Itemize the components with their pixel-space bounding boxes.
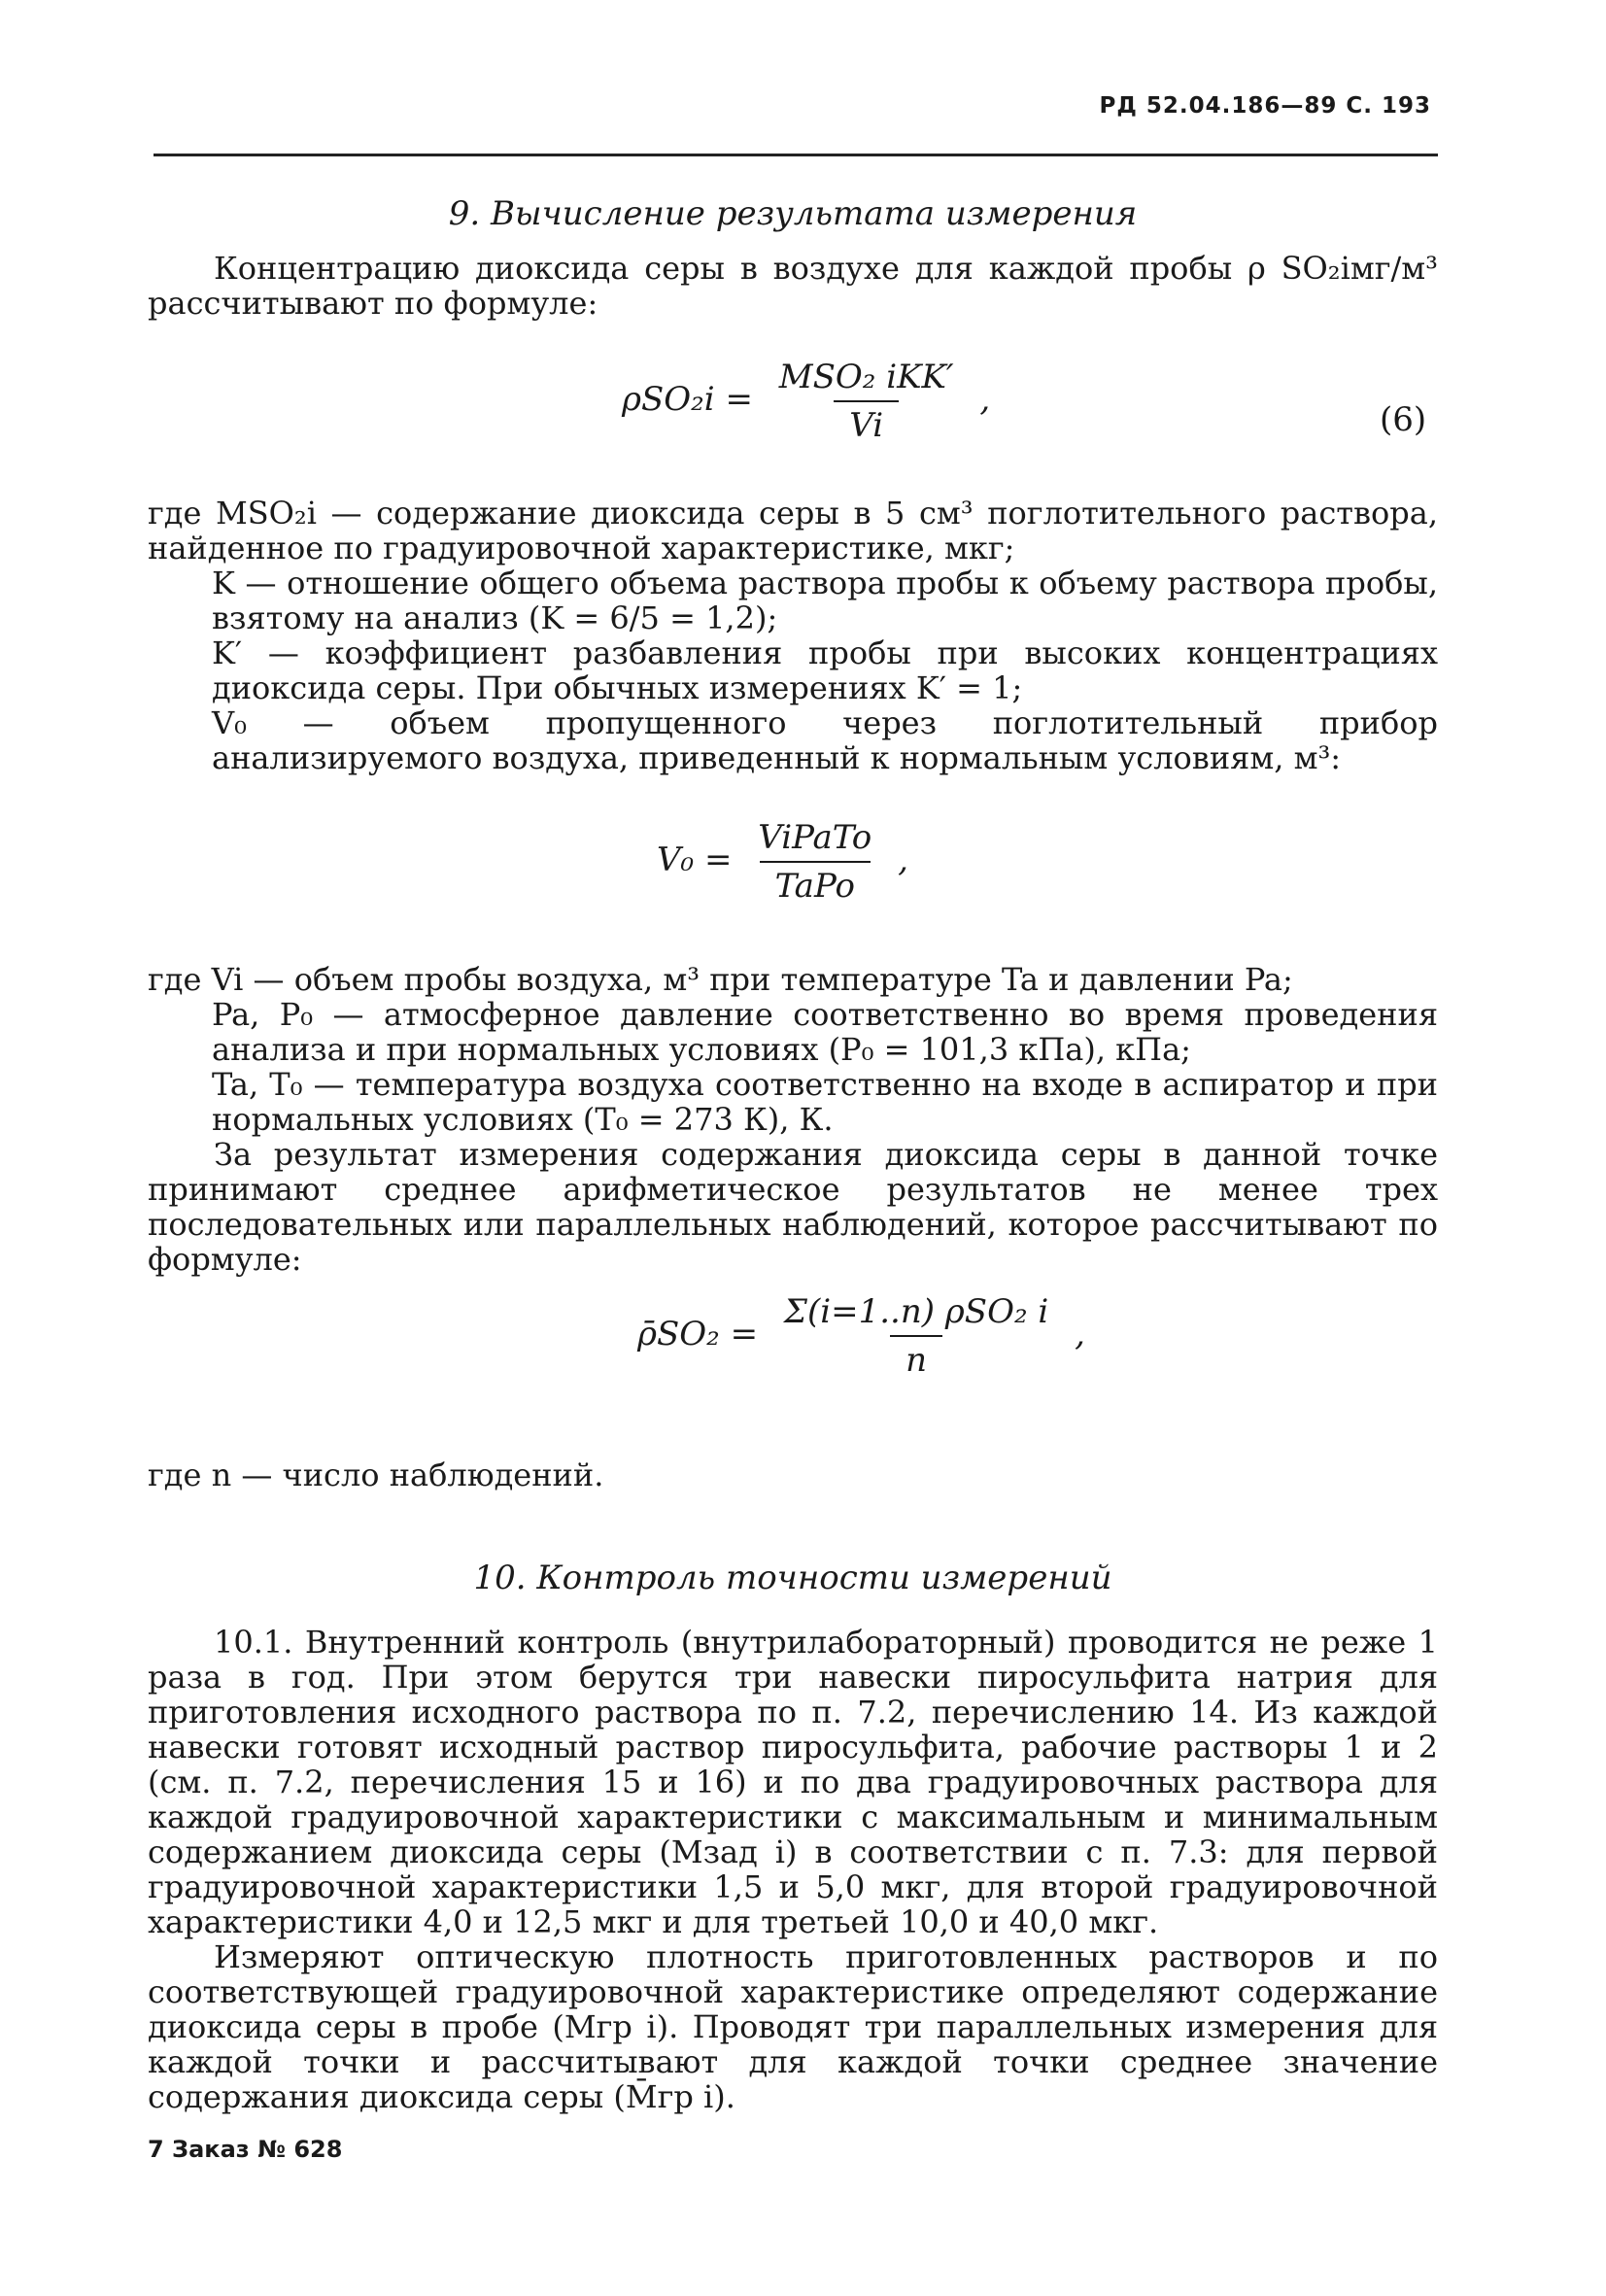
formula-mean-lhs: ρ̄SO₂ = xyxy=(637,1315,759,1354)
formula-mean xyxy=(637,1292,1085,1380)
running-header: РД 52.04.186—89 С. 193 xyxy=(1099,93,1431,119)
formula-6-number: (6) xyxy=(1380,400,1427,439)
footer-order-number: 7 Заказ № 628 xyxy=(148,2136,343,2163)
formula-v0-comma: , xyxy=(898,840,908,879)
section-9-intro: Концентрацию диоксида серы в воздухе для каждой пробы ρ SO₂iмг/м³ рассчитывают по формуле: xyxy=(148,250,1438,322)
definition-ta-t0: Ta, T₀ — температура воздуха соответственно на входе в аспиратор и при нормальных условиях (T₀ = 273 К), К. xyxy=(212,1066,1438,1138)
definition-msoi: где MSO₂i — содержание диоксида серы в 5 см³ поглотительного раствора, найденное по градуировочной характеристике, мкг; xyxy=(148,495,1438,566)
definition-vi: где Vi — объем пробы воздуха, м³ при температуре Ta и давлении Pa; xyxy=(148,961,1293,998)
definition-k-prime: K′ — коэффициент разбавления пробы при высоких концентрациях диоксида серы. При обычных измерениях K′ = 1; xyxy=(212,634,1438,706)
definition-n: где n — число наблюдений. xyxy=(148,1456,604,1493)
formula-mean-fraction xyxy=(769,1292,1064,1380)
formula-v0 xyxy=(657,818,908,906)
definition-v0: V₀ — объем пропущенного через поглотительный прибор анализируемого воздуха, приведенный к нормальным условиям, м³: xyxy=(212,704,1438,776)
formula-mean-comma: , xyxy=(1075,1315,1085,1354)
formula-v0-denominator: TaPo xyxy=(760,861,871,906)
section-10-paragraph-2: Измеряют оптическую плотность приготовленных растворов и по соответствующей градуировочной характеристике определяют содержание диоксида серы в пробе (Mгр i). Проводят три параллельных измерения для каждой точки и рассчитывают для каждой точки среднее значение содержания диоксида серы (M̄гр i). xyxy=(148,1938,1438,2115)
formula-6 xyxy=(622,358,990,445)
formula-6-numerator: MSO₂ iKK′ xyxy=(778,358,954,396)
formula-mean-denominator: n xyxy=(890,1335,942,1380)
formula-6-comma: , xyxy=(979,380,991,419)
formula-v0-lhs: V₀ = xyxy=(657,840,733,879)
formula-v0-fraction xyxy=(742,818,887,906)
section-10-heading: 10. Контроль точности измерений xyxy=(473,1559,1112,1597)
definition-pa-p0: Pa, P₀ — атмосферное давление соответственно во время проведения анализа и при нормальных условиях (P₀ = 101,3 кПа), кПа; xyxy=(212,996,1438,1068)
result-paragraph: За результат измерения содержания диоксида серы в данной точке принимают среднее арифметическое результатов не менее трех последовательных или параллельных наблюдений, которое рассчитывают по формуле: xyxy=(148,1136,1438,1278)
formula-6-fraction xyxy=(764,358,970,445)
header-rule xyxy=(154,154,1438,156)
formula-6-denominator: Vi xyxy=(834,400,899,445)
definition-k: K — отношение общего объема раствора пробы к объему раствора пробы, взятому на анализ (K = 6/5 = 1,2); xyxy=(212,565,1438,636)
formula-v0-numerator: ViPaTo xyxy=(758,818,872,857)
section-9-heading: 9. Вычисление результата измерения xyxy=(448,194,1138,233)
formula-6-lhs: ρSO₂i = xyxy=(622,380,753,419)
formula-mean-numerator: Σ(i=1..n) ρSO₂ i xyxy=(783,1292,1049,1331)
section-10-paragraph-1: 10.1. Внутренний контроль (внутрилабораторный) проводится не реже 1 раза в год. При этом берутся три навески пиросульфита натрия для приготовления исходного раствора по п. 7.2, перечислению 14. Из каждой навески готовят исходный раствор пиросульфита, рабочие растворы 1 и 2 (см. п. 7.2, перечисления 15 и 16) и по два градуировочных раствора для каждой градуировочной характеристики с максимальным и минимальным содержанием диоксида серы (Mзад i) в соответствии с п. 7.3: для первой градуировочной характеристики 1,5 и 5,0 мкг, для второй градуировочной характеристики 4,0 и 12,5 мкг и для третьей 10,0 и 40,0 мкг. xyxy=(148,1624,1438,1940)
